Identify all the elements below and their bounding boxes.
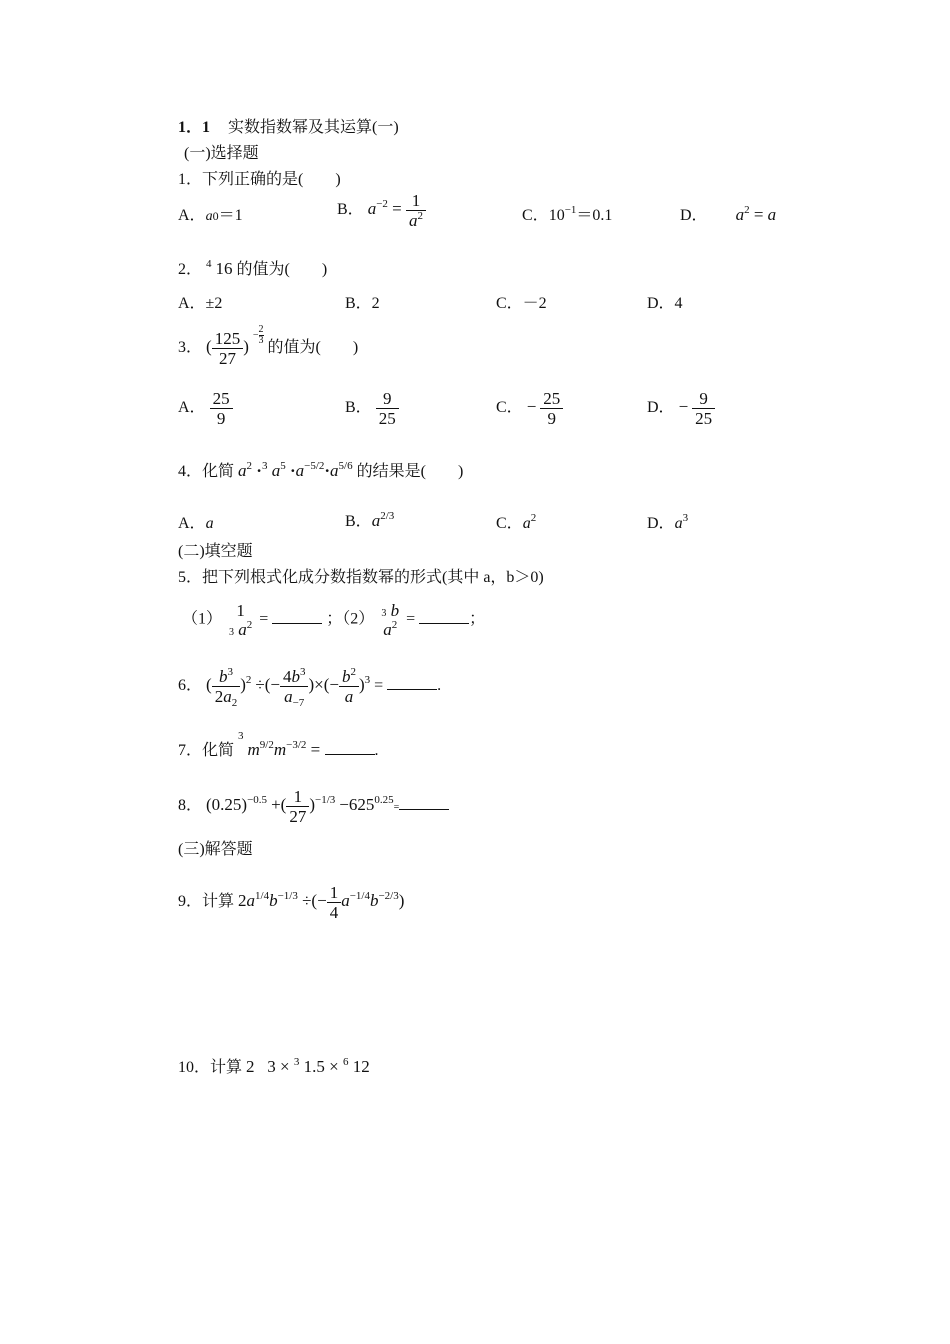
q9-expression: 9．计算 $2a^{1/4}b^{-1/3}$ ÷(− $\frac{1}{4}$ $a^{-1/4}b^{-2/3}$) xyxy=(178,883,405,922)
q1-stem: 1．下列正确的是( ) xyxy=(178,171,341,188)
q1-option-a: A．a0＝1 xyxy=(178,207,243,224)
q4-option-b: B．$a^{2/3}$ xyxy=(345,510,395,530)
q2-option-d: D．4 xyxy=(647,295,683,312)
q3-stem: 3． ( $\frac{125}{27}$ ) $^{- \frac{2}{3}}$ 的值为( ) xyxy=(178,324,359,368)
q7-expression: 7．化简 $^3$ $m^{9/2}m^{-3/2}$ = . xyxy=(178,730,379,759)
q1-option-c: C．$10^{-1}=0.1$ xyxy=(522,204,613,224)
q4-option-a: A．a xyxy=(178,515,214,532)
q4-option-d: D．$a^3$ xyxy=(647,512,689,532)
q5-stem: 5．把下列根式化成分数指数幂的形式(其中 a，b＞0) xyxy=(178,569,544,586)
q10-expression: 10．计算 2 3 × $^3$ 1.5 × $^6$ 12 xyxy=(178,1056,370,1076)
q2-option-c: C．－2 xyxy=(496,295,547,312)
section-fill: (二)填空题 xyxy=(178,543,253,560)
q8-expression: 8． $(0.25)^{-0.5}$ +( $\frac{1}{27}$ )$^{-1/3} -625^{0.25}=$ xyxy=(178,788,449,825)
page-title xyxy=(178,120,399,136)
section-choice: (一)选择题 xyxy=(184,145,259,162)
q1-option-d: D． $a^2 = a$ xyxy=(680,204,777,224)
q3-option-b: B． $\frac{9}{25}$ xyxy=(345,390,399,427)
title-number: 1．1 xyxy=(178,119,211,136)
q5-parts: （1） 1 3 $a^2$ = ；（2） 3 b $a^2$ = ； xyxy=(182,601,486,639)
q2-option-a: A．±2 xyxy=(178,295,223,312)
section-answer: (三)解答题 xyxy=(178,841,253,858)
q4-option-c: C．$a^2$ xyxy=(496,512,537,532)
q3-option-c: C． − $\frac{25}{9}$ xyxy=(496,390,563,427)
q1-option-b: B． $a^{-2}$ = $\frac{1}{a^2}$ xyxy=(337,192,426,229)
q3-option-a: A． $\frac{25}{9}$ xyxy=(178,390,233,427)
q6-expression: 6． ( $\frac{b^3}{2a_2}$ )$^2$ ÷(− $\frac{4b^3}{a_{-7}}$ )×(− $\frac{b^2}{a}$ )$^3$ = . xyxy=(178,666,442,709)
q3-option-d: D． − $\frac{9}{25}$ xyxy=(647,390,715,427)
q2-option-b: B．2 xyxy=(345,295,380,312)
q2-stem: 2． $^4$ 16 的值为( ) xyxy=(178,258,328,278)
q4-stem: 4．化简 $a^2 \cdot^3$ $a^5 \cdot a^{-5/2}\cdot a^{5/6}$ 的结果是( ) xyxy=(178,460,464,480)
title-text: 实数指数幂及其运算(一) xyxy=(228,119,399,136)
